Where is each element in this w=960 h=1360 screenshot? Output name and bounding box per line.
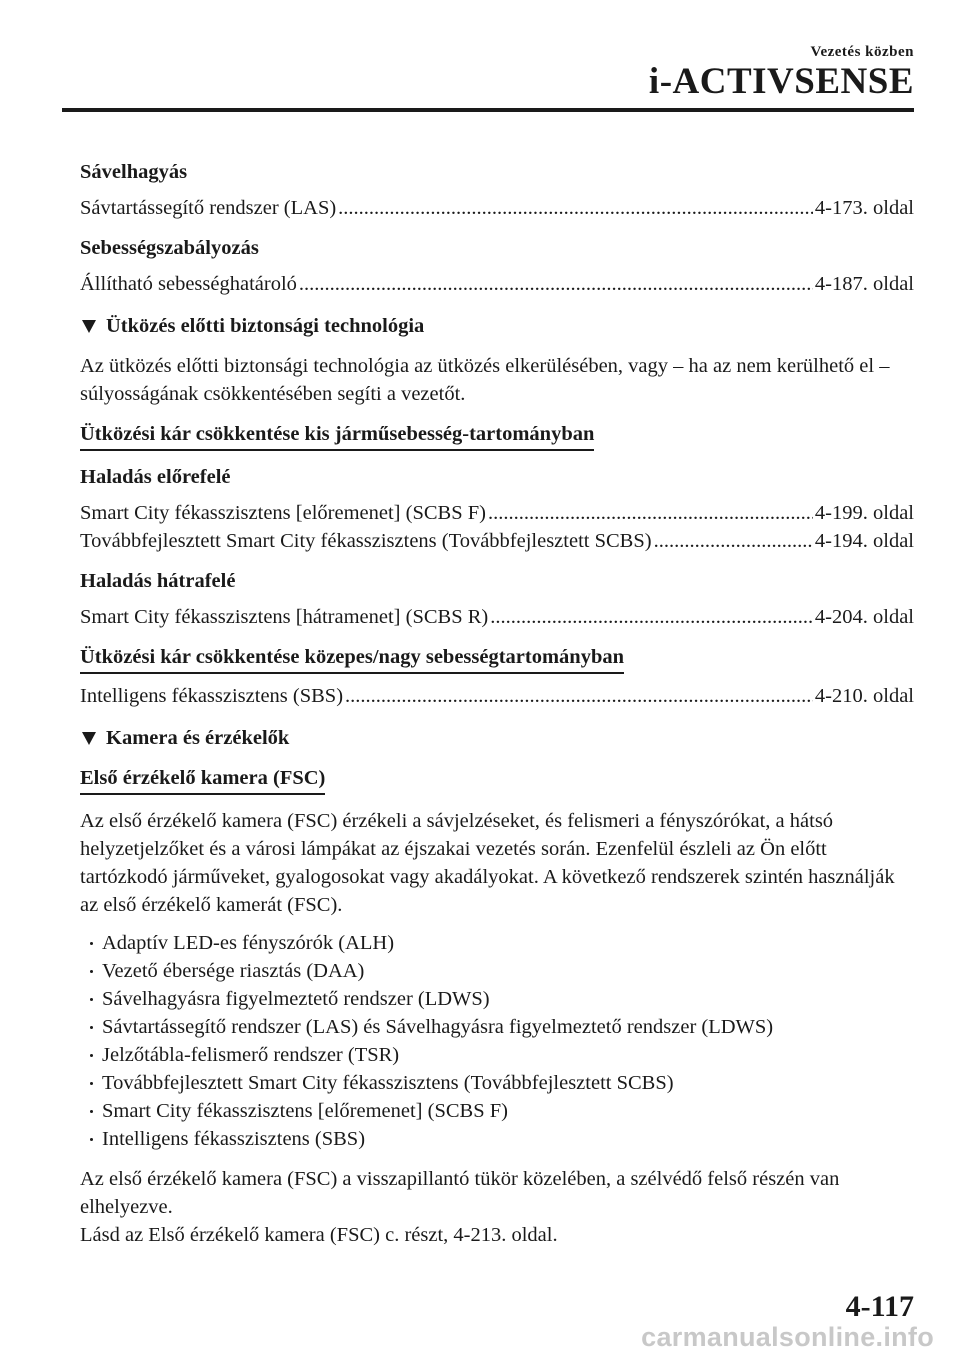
toc-page: 4-204. oldal [814, 606, 914, 628]
toc-entry-scbs-r[interactable] [80, 603, 914, 631]
header-divider [62, 108, 914, 112]
low-speed-heading: Ütközési kár csökkentése kis járműsebesség-tartományban [80, 420, 594, 451]
pre-collision-paragraph: Az ütközés előtti biztonsági technológia az ütközés elkerülésében, vagy – ha az nem kerülhető el – súlyosságának csökkentésében segíti a vezetőt. [80, 355, 890, 405]
list-item: Smart City fékasszisztens [előremenet] (SCBS F) [80, 1097, 914, 1125]
toc-label: Smart City fékasszisztens [előremenet] (SCBS F) [80, 502, 486, 524]
section-title: i-ACTIVSENSE [648, 61, 914, 102]
leader-dots [654, 527, 813, 555]
page-number: 4-117 [845, 1290, 914, 1323]
toc-page: 4-173. oldal [814, 197, 914, 219]
speed-control-heading: Sebességszabályozás [80, 237, 259, 259]
toc-page: 4-187. oldal [814, 273, 914, 295]
location-paragraph: Az első érzékelő kamera (FSC) a visszapillantó tükör közelében, a szélvédő felső részén van elhelyezve. [80, 1168, 840, 1218]
section-heading-text: Kamera és érzékelők [106, 727, 290, 749]
list-item: Intelligens fékasszisztens (SBS) [80, 1125, 914, 1153]
page-content [80, 158, 914, 1249]
toc-page: 4-199. oldal [814, 502, 914, 524]
triangle-bullet-icon [82, 732, 96, 745]
mid-speed-heading: Ütközési kár csökkentése közepes/nagy sebességtartományban [80, 643, 624, 674]
leader-dots [488, 499, 813, 527]
camera-section-heading [80, 724, 914, 752]
watermark-logo: carmanualsonline.info [641, 1322, 934, 1352]
list-item: Jelzőtábla-felismerő rendszer (TSR) [80, 1041, 914, 1069]
toc-label: Továbbfejlesztett Smart City fékasszisztens (Továbbfejlesztett SCBS) [80, 530, 652, 552]
fsc-paragraph: Az első érzékelő kamera (FSC) érzékeli a sávjelzéseket, és felismeri a fényszórókat, a hátsó helyzetjelzőket és a városi lámpákat az éjszakai vezetés során. Ezenfelül észleli az Ön előtt tartózkodó járműveket, gyalogosokat vagy akadályokat. A következő rendszerek szintén használják az első érzékelő kamerát (FSC). [80, 810, 895, 916]
toc-page: 4-194. oldal [814, 530, 914, 552]
toc-label: Intelligens fékasszisztens (SBS) [80, 685, 344, 707]
toc-label: Sávtartássegítő rendszer (LAS) [80, 197, 337, 219]
system-list [80, 929, 914, 1153]
list-item: Sávelhagyásra figyelmeztető rendszer (LDWS) [80, 985, 914, 1013]
toc-label: Állítható sebességhatároló [80, 273, 297, 295]
lane-departure-heading: Sávelhagyás [80, 161, 188, 183]
chapter-label: Vezetés közben [810, 44, 914, 60]
reverse-heading: Haladás hátrafelé [80, 570, 236, 592]
pre-collision-section-heading [80, 312, 914, 340]
toc-entry-sbs[interactable] [80, 682, 914, 710]
toc-entry-speed-limiter[interactable] [80, 270, 914, 298]
section-heading-text: Ütközés előtti biztonsági technológia [106, 315, 425, 337]
leader-dots [338, 194, 813, 222]
toc-entry-advanced-scbs[interactable] [80, 527, 914, 555]
see-reference-link[interactable]: Lásd az Első érzékelő kamera (FSC) c. részt, 4-213. oldal. [80, 1224, 558, 1246]
leader-dots [345, 682, 813, 710]
fsc-heading: Első érzékelő kamera (FSC) [80, 764, 325, 795]
toc-page: 4-210. oldal [814, 685, 914, 707]
list-item: Adaptív LED-es fényszórók (ALH) [80, 929, 914, 957]
triangle-bullet-icon [82, 320, 96, 333]
toc-entry-las[interactable] [80, 194, 914, 222]
forward-heading: Haladás előrefelé [80, 466, 231, 488]
list-item: Vezető ébersége riasztás (DAA) [80, 957, 914, 985]
toc-label: Smart City fékasszisztens [hátramenet] (SCBS R) [80, 606, 489, 628]
list-item: Sávtartássegítő rendszer (LAS) és Sávelhagyásra figyelmeztető rendszer (LDWS) [80, 1013, 914, 1041]
toc-entry-scbs-f[interactable] [80, 499, 914, 527]
leader-dots [490, 603, 813, 631]
list-item: Továbbfejlesztett Smart City fékasszisztens (Továbbfejlesztett SCBS) [80, 1069, 914, 1097]
leader-dots [299, 270, 813, 298]
